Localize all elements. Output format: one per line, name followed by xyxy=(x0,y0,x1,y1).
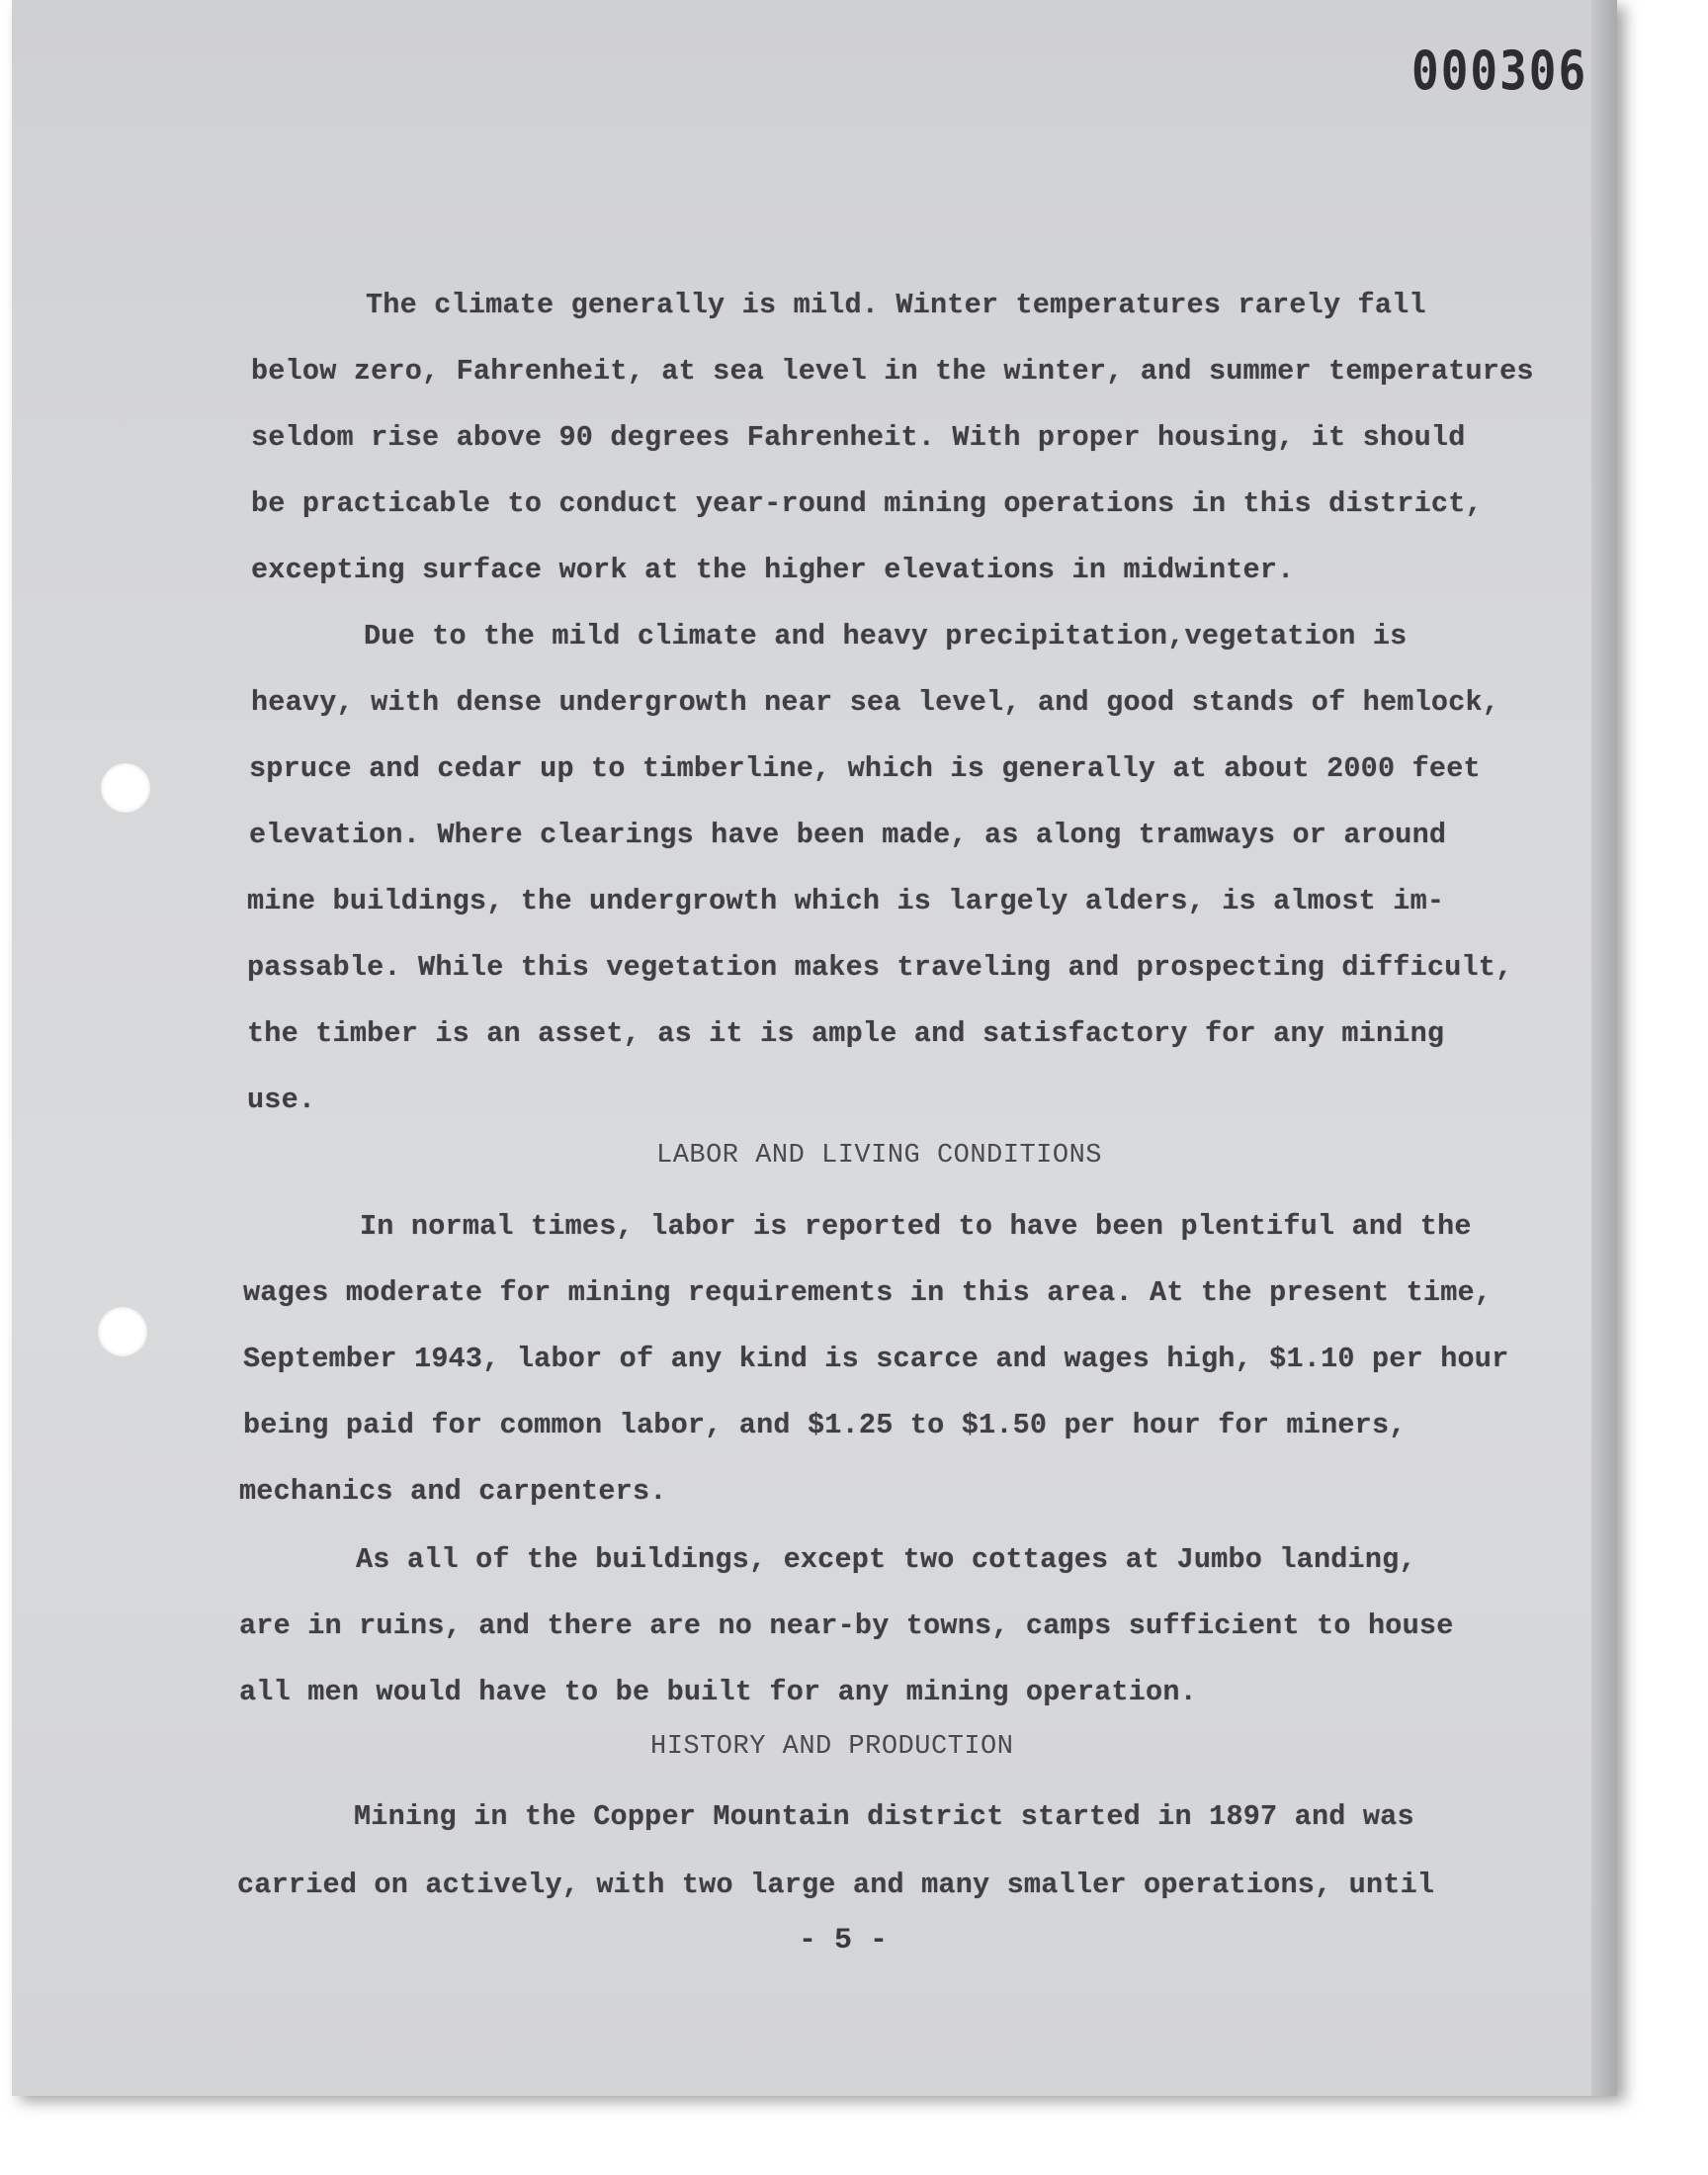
vegetation-line-8: use. xyxy=(247,1084,316,1116)
punch-hole-top xyxy=(101,763,150,813)
labor-line-4: being paid for common labor, and $1.25 to $1.50 per hour for miners, xyxy=(243,1409,1407,1441)
page-number: - 5 - xyxy=(799,1924,889,1958)
document-number: 000306 xyxy=(1411,39,1588,102)
climate-line-1: The climate generally is mild. Winter temperatures rarely fall xyxy=(366,289,1426,321)
climate-line-4: be practicable to conduct year-round mining operations in this district, xyxy=(251,487,1483,520)
climate-line-2: below zero, Fahrenheit, at sea level in the winter, and summer temperatures xyxy=(251,355,1534,388)
vegetation-line-2: heavy, with dense undergrowth near sea level, and good stands of hemlock, xyxy=(251,686,1500,719)
labor-line-2: wages moderate for mining requirements in this area. At the present time, xyxy=(243,1276,1493,1309)
vegetation-line-3: spruce and cedar up to timberline, which is generally at about 2000 feet xyxy=(249,752,1481,785)
climate-line-3: seldom rise above 90 degrees Fahrenheit. With proper housing, it should xyxy=(251,421,1466,454)
labor-line-1: In normal times, labor is reported to have been plentiful and the xyxy=(360,1210,1472,1243)
section-heading-history: HISTORY AND PRODUCTION xyxy=(650,1732,1014,1762)
buildings-line-3: all men would have to be built for any mining operation. xyxy=(239,1676,1197,1708)
labor-line-5: mechanics and carpenters. xyxy=(239,1475,667,1508)
buildings-line-2: are in ruins, and there are no near-by towns, camps sufficient to house xyxy=(239,1610,1454,1642)
vegetation-line-6: passable. While this vegetation makes traveling and prospecting difficult, xyxy=(247,951,1513,984)
paper-edge-shadow xyxy=(1591,0,1617,2096)
section-heading-labor: LABOR AND LIVING CONDITIONS xyxy=(656,1141,1102,1171)
history-line-1: Mining in the Copper Mountain district started in 1897 and was xyxy=(354,1800,1414,1833)
vegetation-line-7: the timber is an asset, as it is ample and satisfactory for any mining xyxy=(247,1017,1445,1050)
labor-line-3: September 1943, labor of any kind is scarce and wages high, $1.10 per hour xyxy=(243,1343,1509,1375)
history-line-2: carried on actively, with two large and many smaller operations, until xyxy=(237,1869,1435,1901)
vegetation-line-4: elevation. Where clearings have been made, as along tramways or around xyxy=(249,819,1447,851)
punch-hole-bottom xyxy=(98,1307,147,1356)
climate-line-5: excepting surface work at the higher elevations in midwinter. xyxy=(251,554,1295,586)
vegetation-line-5: mine buildings, the undergrowth which is largely alders, is almost im- xyxy=(247,885,1445,917)
vegetation-line-1: Due to the mild climate and heavy precipitation,vegetation is xyxy=(364,620,1408,652)
buildings-line-1: As all of the buildings, except two cottages at Jumbo landing, xyxy=(356,1543,1416,1576)
